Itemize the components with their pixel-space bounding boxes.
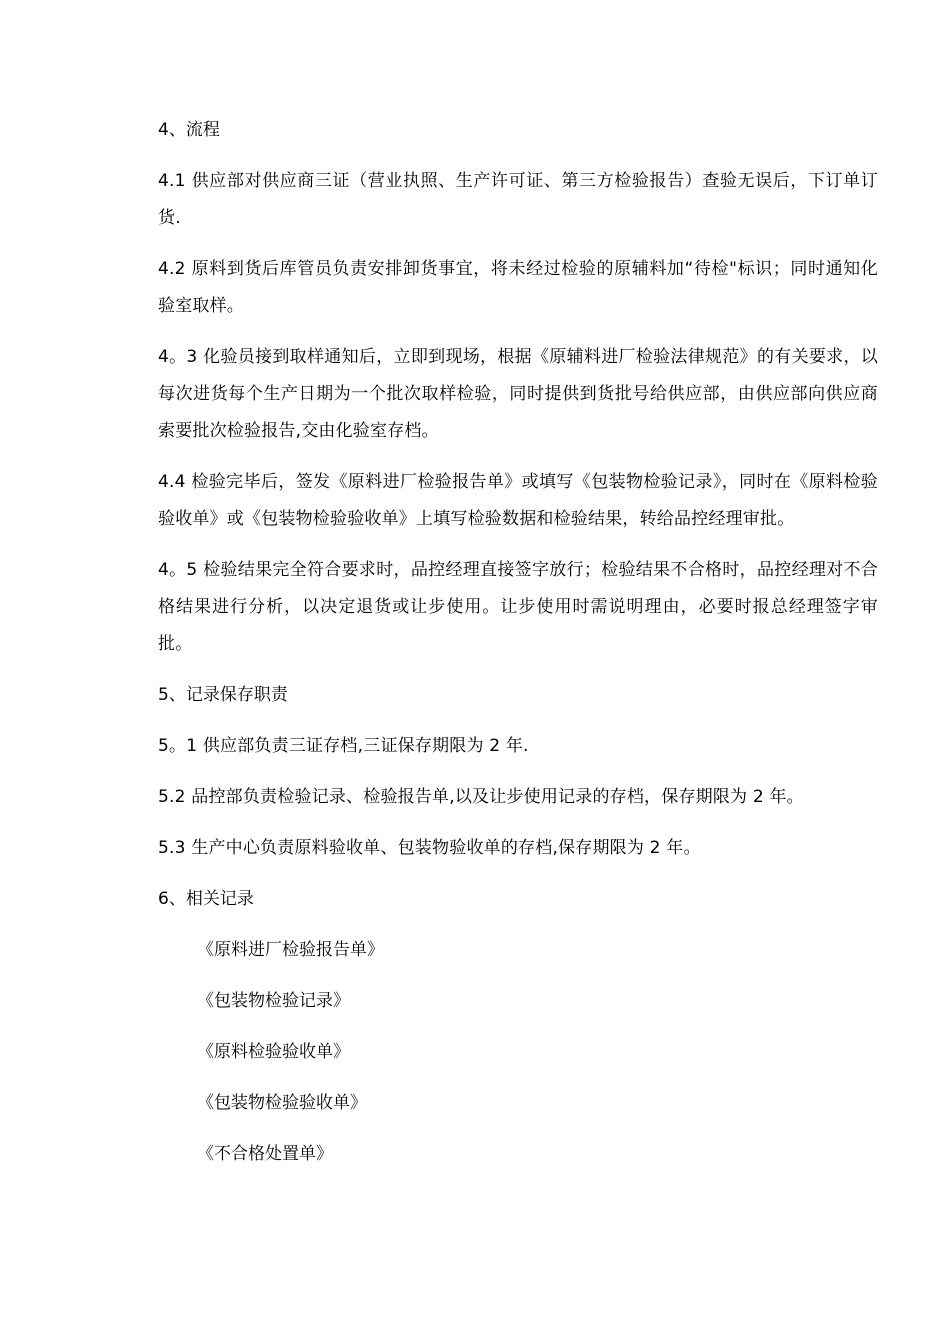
section-6-heading: 6、相关记录 [158,889,254,909]
related-records-list [158,932,878,1173]
paragraph-5-1: 5。1 供应部负责三证存档,三证保存期限为 2 年. [158,736,529,756]
paragraph-5-3: 5.3 生产中心负责原料验收单、包装物验收单的存档,保存期限为 2 年。 [158,838,701,858]
record-item: 《原料检验验收单》 [197,1042,350,1062]
record-item: 《原料进厂检验报告单》 [197,940,384,960]
document-page [158,112,878,1187]
record-item: 《包装物检验验收单》 [197,1093,367,1113]
section-4-heading: 4、流程 [158,120,220,140]
record-item: 《不合格处置单》 [197,1144,333,1164]
paragraph-4-4: 4.4 检验完毕后，签发《原料进厂检验报告单》或填写《包装物检验记录》，同时在《原料检验验收单》或《包装物检验验收单》上填写检验数据和检验结果，转给品控经理审批。 [158,472,878,529]
paragraph-4-5: 4。5 检验结果完全符合要求时，品控经理直接签字放行；检验结果不合格时，品控经理对不合格结果进行分析，以决定退货或让步使用。让步使用时需说明理由，必要时报总经理签字审批。 [158,560,878,654]
paragraph-5-2: 5.2 品控部负责检验记录、检验报告单,以及让步使用记录的存档，保存期限为 2 年。 [158,787,804,807]
paragraph-4-3: 4。3 化验员接到取样通知后，立即到现场，根据《原辅料进厂检验法律规范》的有关要求，以每次进货每个生产日期为一个批次取样检验，同时提供到货批号给供应部，由供应部向供应商索要批次检验报告,交由化验室存档。 [158,347,878,441]
section-5-heading: 5、记录保存职责 [158,685,288,705]
record-item: 《包装物检验记录》 [197,991,350,1011]
paragraph-4-1: 4.1 供应部对供应商三证（营业执照、生产许可证、第三方检验报告）查验无误后，下订单订货. [158,171,878,228]
paragraph-4-2: 4.2 原料到货后库管员负责安排卸货事宜，将未经过检验的原辅料加“待检"标识；同时通知化验室取样。 [158,259,878,316]
